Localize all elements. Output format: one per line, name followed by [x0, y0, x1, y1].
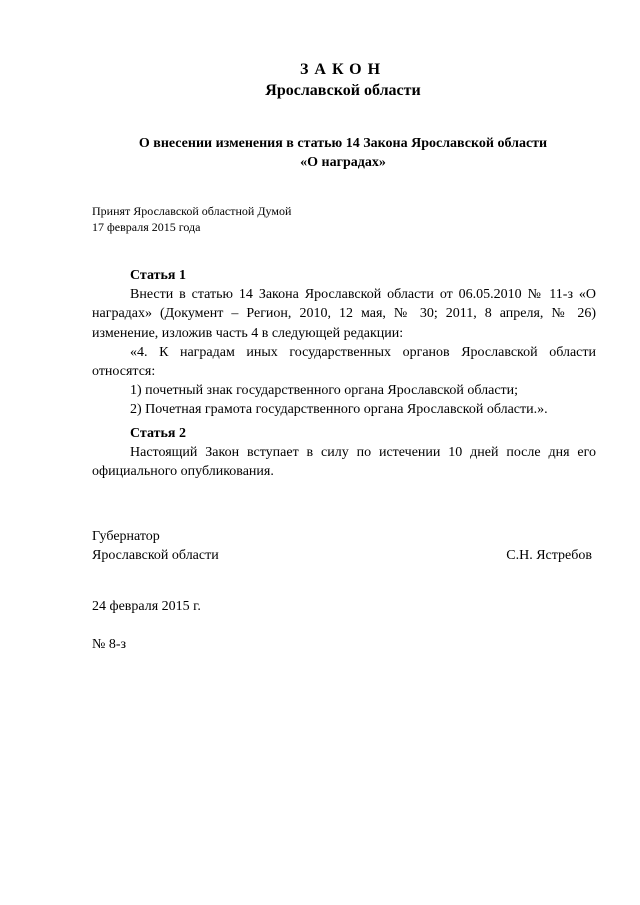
signature-block: [92, 527, 592, 565]
law-subject-title: [0, 134, 640, 172]
adoption-note: [92, 203, 291, 235]
article-1: [92, 266, 596, 420]
article-1-title: Статья 1: [130, 268, 186, 283]
signatory-position-line-2: Ярославской области: [92, 548, 219, 563]
signatory-name: С.Н. Ястребов: [506, 548, 592, 563]
signatory-position-line-1: Губернатор: [92, 529, 160, 544]
subject-line-2: «О наградах»: [300, 155, 386, 170]
article-2-paragraph-1: Настоящий Закон вступает в силу по истечении 10 дней после дня его официального опубликования.: [92, 445, 596, 480]
article-1-paragraph-1: Внести в статью 14 Закона Ярославской области от 06.05.2010 № 11-з «О наградах» (Документ – Регион, 2010, 12 мая, № 30; 2011, 8 апреля, № 26) изменение, изложив часть 4 в следующей редакции:: [92, 287, 596, 341]
adoption-body: Принят Ярославской областной Думой: [92, 204, 292, 218]
article-1-paragraph-3: 1) почетный знак государственного органа Ярославской области;: [130, 383, 519, 399]
signing-date: 24 февраля 2015 г.: [92, 599, 201, 614]
law-number: № 8-з: [92, 637, 127, 652]
article-2-title: Статья 2: [130, 426, 186, 441]
article-1-paragraph-4: 2) Почетная грамота государственного органа Ярославской области.».: [130, 402, 548, 418]
subject-line-1: О внесении изменения в статью 14 Закона Ярославской области: [138, 136, 548, 151]
region-heading: Ярославской области: [265, 82, 421, 99]
article-1-paragraph-2: «4. К наградам иных государственных органов Ярославской области относятся:: [92, 344, 596, 380]
document-type-heading: ЗАКОН: [299, 61, 387, 78]
article-2: [92, 424, 596, 482]
adoption-date: 17 февраля 2015 года: [92, 220, 201, 234]
